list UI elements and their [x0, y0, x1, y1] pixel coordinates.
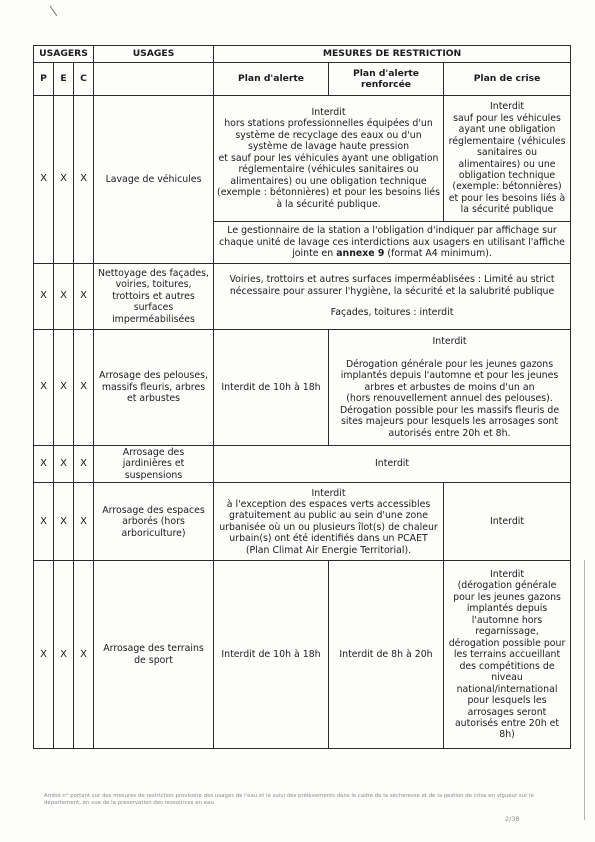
table-row-pelouses: [34, 330, 571, 446]
usager-p: X: [34, 483, 54, 561]
page-number: 2/38: [505, 815, 520, 823]
usager-c: X: [74, 264, 94, 330]
usage-espaces-arbores: Arrosage des espaces arborés (hors arboriculture): [94, 483, 214, 561]
header-usages-blank: [94, 63, 214, 96]
usager-c: X: [74, 96, 94, 264]
usager-e: X: [54, 264, 74, 330]
header-plan-crise: Plan de crise: [444, 63, 571, 96]
header-p: P: [34, 63, 54, 96]
note-suffix: (format A4 minimum).: [384, 248, 492, 260]
header-usagers: USAGERS: [34, 46, 94, 63]
header-c: C: [74, 63, 94, 96]
table-row-espaces-arbores: [34, 483, 571, 561]
mesure-nettoyage-facades: Façades, toitures : interdit: [330, 307, 454, 319]
usager-p: X: [34, 96, 54, 264]
usager-c: X: [74, 561, 94, 749]
usager-e: X: [54, 96, 74, 264]
mesure-espaces-arbores-crise: Interdit: [444, 483, 571, 561]
header-plan-alerte-renforcee: Plan d'alerte renforcée: [329, 63, 444, 96]
usager-c: X: [74, 483, 94, 561]
usager-e: X: [54, 561, 74, 749]
usager-e: X: [54, 446, 74, 483]
usage-jardinieres: Arrosage des jardinières et suspensions: [94, 446, 214, 483]
usager-p: X: [34, 330, 54, 446]
usager-c: X: [74, 330, 94, 446]
usager-p: X: [34, 264, 54, 330]
usager-e: X: [54, 483, 74, 561]
header-usages: USAGES: [94, 46, 214, 63]
usage-lavage: Lavage de véhicules: [94, 96, 214, 264]
usager-e: X: [54, 330, 74, 446]
mesure-lavage-alerte-renforcee: Interdit hors stations professionnelles équipées d'un système de recyclage des eaux ou d'un système de lavage haute pression et sauf pour les véhicules ayant une obligation réglementaire (véhicules sanitaires ou alimentaires) ou une obligation technique (exemple : bétonnières) et pour les besoins liés à la sécurité publique.: [214, 96, 444, 222]
usager-p: X: [34, 561, 54, 749]
note-annexe: annexe 9: [336, 248, 385, 260]
table-row-jardinieres: [34, 446, 571, 483]
table-row-terrains-sport: [34, 561, 571, 749]
mesure-terrains-sport-alerte: Interdit de 10h à 18h: [214, 561, 329, 749]
mesure-nettoyage-voiries: Voiries, trottoirs et autres surfaces imperméablisées : Limité au strict nécessaire pour assurer l'hygiène, la sécurité et la salubrité publique: [229, 274, 555, 297]
usage-terrains-sport: Arrosage des terrains de sport: [94, 561, 214, 749]
mesure-pelouses-renforcee-crise: Interdit Dérogation générale pour les jeunes gazons implantés depuis l'automne et pour les jeunes arbres et arbustes de moins d'un an (hors renouvellement annuel des pelouses). Dérogation possible pour les massifs fleuris de sites majeurs pour lesquels les arrosages sont autorisés entre 20h et 8h.: [329, 330, 571, 446]
header-row-2: [34, 63, 571, 96]
mesure-lavage-note: [214, 222, 571, 264]
restriction-table: [33, 45, 571, 749]
page-footer: Arrêté n° portant sur des mesures de restriction provisoire des usages de l'eau et le suivi des prélèvements dans le cadre de la sécheresse et de la gestion de crise en vigueur sur le département, en vue de la préservation des ressources en eau: [44, 793, 534, 807]
usager-p: X: [34, 446, 54, 483]
table-row-lavage: [34, 96, 571, 222]
note-prefix: Le gestionnaire de la station a l'obligation d'indiquer par affichage sur chaque unité de lavage ces interdictions aux usagers en utilisant l'affiche jointe en: [219, 225, 565, 260]
usage-pelouses: Arrosage des pelouses, massifs fleuris, arbres et arbustes: [94, 330, 214, 446]
mesure-lavage-crise: Interdit sauf pour les véhicules ayant une obligation réglementaire (véhicules sanitaires ou alimentaires) ou une obligation technique (exemple: bétonnières) et pour les besoins liés à la sécurité publique: [444, 96, 571, 222]
scan-edge-line: [584, 560, 585, 820]
header-mesures: MESURES DE RESTRICTION: [214, 46, 571, 63]
mesure-terrains-sport-crise: Interdit (dérogation générale pour les jeunes gazons implantés depuis l'automne hors regarnissage, dérogation possible pour les terrains accueillant des compétitions de niveau national/international pour lesquels les arrosages seront autorisés entre 20h et 8h): [444, 561, 571, 749]
table-row-nettoyage: [34, 264, 571, 330]
mesure-jardinieres: Interdit: [214, 446, 571, 483]
mesure-terrains-sport-alerte-renforcee: Interdit de 8h à 20h: [329, 561, 444, 749]
mesure-nettoyage: [214, 264, 571, 330]
mesure-pelouses-alerte: Interdit de 10h à 18h: [214, 330, 329, 446]
mesure-espaces-arbores-alerte-renforcee: Interdit à l'exception des espaces verts accessibles gratuitement au public au sein d'une zone urbanisée où un ou plusieurs îlot(s) de chaleur urbain(s) ont été identifiés dans un PCAET (Plan Climat Air Energie Territorial).: [214, 483, 444, 561]
scan-mark: [50, 0, 66, 16]
header-e: E: [54, 63, 74, 96]
header-row-1: [34, 46, 571, 63]
usager-c: X: [74, 446, 94, 483]
header-plan-alerte: Plan d'alerte: [214, 63, 329, 96]
usage-nettoyage: Nettoyage des façades, voiries, toitures, trottoirs et autres surfaces imperméabilisées: [94, 264, 214, 330]
